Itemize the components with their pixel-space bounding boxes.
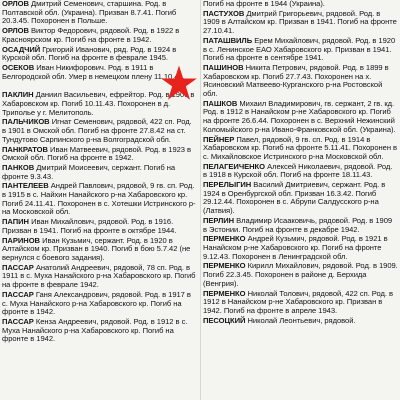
memorial-entry (2, 218, 197, 235)
column-divider (200, 0, 201, 400)
entry-text: Иван Матвеевич, рядовой. Род. в 1923 в Омской обл. Погиб на фронте в 1942. (2, 144, 192, 163)
memorial-entry (203, 290, 398, 316)
entry-surname: ПАССАР (2, 316, 34, 326)
entry-surname: ПЕРМЕНКО (203, 234, 246, 244)
entry-text: Анатолий Андреевич, рядовой, 78 сп. Род. в 1911 в с. Муха Нанайского р-на Хабаровского кр. Погиб на фронте в феврале 1942. (2, 262, 196, 290)
memorial-entry (2, 182, 197, 217)
entry-text: Иван Никифорович. Род. в 1911 в Белгородской обл. Умер в немецком плену 11.10.41. (2, 62, 185, 81)
memorial-entry (2, 27, 197, 44)
entry-text: Алексей Николаевич, рядовой. Род. в 1918 в Курской обл. Погиб на фронте 18.11.43. (203, 161, 393, 180)
memorial-entry (2, 291, 197, 317)
right-column (203, 0, 398, 400)
entry-text: Иван Михайлович, рядовой. Род. в 1916. Призван в 1941. Погиб на фронте в октябре 1944. (2, 217, 177, 235)
entry-surname: ПЕРМЕНКО (203, 261, 246, 271)
entry-text: Михаил Владимирович, гв. сержант, 2 гв. кд. Род. в 1912 в Нанайском р-не Хабаровского кр. Погиб на фронте 26.6.44. Похоронен в с. Верхний Нежинский Коломыйского р-на Ивано-Франковской обл. (Украина). (203, 98, 396, 134)
memorial-entry (2, 318, 197, 344)
entry-surname: ПАНКОВ (2, 162, 35, 172)
entry-surname: ОРЛОВ (2, 26, 29, 36)
entry-text: Николай Толович, рядовой, 422 сп. Род. в 1912 в Нанайском р-не Хабаровского кр. Призван в 1942. Погиб на фронте в апреле 1943. (203, 288, 393, 315)
entry-text: Кирилл Михайлович, рядовой. Род. в 1909. Погиб 22.3.45. Похоронен в районе д. Берхида (Венгрия). (203, 261, 398, 288)
memorial-entry (203, 10, 398, 36)
entry-surname: ПАЛЬЧИКОВ (2, 117, 50, 127)
entry-text: Кенза Андреевич, рядовой. Род. в 1912 в с. Муха Нанайского р-на Хабаровского кр. Погиб на фронте в 1942. (2, 316, 188, 344)
star-icon (160, 64, 198, 102)
entry-surname: ПАНТЕЛЕЕВ (2, 181, 49, 191)
star-shape (161, 66, 197, 100)
entry-text: Иван Кузьмич, сержант. Род. в 1920 в Алтайском кр. Призван в 1940. Погиб в бою 5.7.42 (не вернулся с боевого задания). (2, 235, 191, 262)
entry-text: Ерем Михайлович, рядовой. Род. в 1920 в с. Ленинское ЕАО Хабаровского кр. Призван в 1941. Погиб на фронте в сентябре 1941. (203, 35, 396, 63)
memorial-entry (2, 118, 197, 144)
memorial-entry (203, 235, 398, 261)
entry-text: Николай Леонтьевич, рядовой. (247, 315, 356, 325)
memorial-entry (203, 100, 398, 135)
entry-text: Дмитрий Моисеевич, сержант. Погиб на фронте 9.3.43. (2, 162, 176, 181)
memorial-entry (2, 46, 197, 63)
memorial-entry (203, 317, 398, 326)
memorial-entry (203, 64, 398, 99)
entry-surname: ПАШИНОВ (203, 62, 244, 72)
entry-text: Владимир Исааковичь, рядовой. Род. в 1909 в Эстонии. Погиб на фронте в декабре 1942. (203, 215, 393, 234)
entry-text: Андрей Кузьмич, рядовой. Род. в 1921 в Нанайском р-не Хабаровского кр. Погиб на фронте 9.12.43. Похоронен в Ленинградской обл. (203, 234, 388, 261)
memorial-entry (203, 37, 398, 63)
entry-surname: ПЕЛАГЕИЧЕНКО (203, 161, 265, 171)
memorial-entry (203, 136, 398, 162)
entry-surname: ОСАДЧИЙ (2, 44, 41, 54)
entry-surname: ПАКЛИН (2, 90, 34, 100)
entry-surname: ПАССАР (2, 289, 34, 299)
entry-surname: ПАССАР (2, 262, 34, 272)
memorial-entry (2, 146, 197, 163)
left-column (2, 0, 197, 400)
entry-surname: ПАРИНОВ (2, 235, 40, 245)
entry-text: Павел, рядовой, 9 гв. сп. Род. в 1914 в Хабаровском кр. Погиб на фронте 5.11.41. Похоронен в с. Михайловское Истринского р-на Московской обл. (203, 134, 398, 161)
memorial-entry (2, 264, 197, 290)
memorial-entry (203, 163, 398, 180)
memorial-entry (2, 237, 197, 263)
entry-surname: ПЕРЕЛЫГИН (203, 180, 252, 190)
memorial-entry (203, 262, 398, 288)
entry-text: Григорий Иванович, ряд. Род. в 1924 в Курской обл. Погиб на фронте в феврале 1945. (2, 44, 177, 63)
entry-surname: ПЕРЛИН (203, 215, 235, 225)
memorial-entry (2, 164, 197, 181)
entry-text: Андрей Павлович, рядовой, 9 гв. сп. Род. в 1915 в с. Найхин Нанайского р-на Хабаровского кр. Погиб 24.11.41. Похоронен в с. Хотешки Истринского р-на Московской обл. (2, 181, 196, 217)
memorial-entry (203, 217, 398, 234)
entry-text: Никита Петрович, рядовой. Род. в 1899 в Хабаровском кр. Погиб 27.7.43. Похоронен на х. Ясиновский Матвеево-Курганского р-на Ростовской обл. (203, 62, 389, 99)
entry-text: Дмитрий Семенович, старшина. Род. в Полтавской обл. (Украина). Призван 8.7.41. Погиб 20.3.45. Похоронен в Польше. (2, 0, 177, 26)
entry-text: Игнат Семенович, рядовой, 422 сп. Род. в 1901 в Омской обл. Погиб на фронте 27.8.42 на ст. Тундутово Сарпинского р-на Волгоградской обл. (2, 117, 192, 144)
entry-text: Дмитрий Григорьевич, рядовой. Род. в 1909 в Алтайском кр. Призван в 1941. Погиб на фронте 27.10.41. (203, 8, 397, 36)
entry-surname: ПЕРМЕНКО (203, 288, 246, 298)
entry-surname: ПАСТУХОВ (203, 8, 245, 18)
entry-surname: ПАТАШВИЛЬ (203, 35, 253, 45)
entry-text: Виктор Федорович, рядовой. Род. в 1922 в Красноярском кр. Погиб на фронте в 1942. (2, 26, 180, 44)
entry-surname: ПЕЙНЕР (203, 134, 235, 144)
memorial-entry (2, 0, 197, 26)
entry-text: Даниил Васильевич, ефрейтор. Род. в 1906 в Хабаровском кр. Погиб 10.11.43. Похоронен в д. Триполье у г. Мелитополь. (2, 90, 195, 117)
entry-surname: ПАНКРАТОВ (2, 144, 48, 154)
entry-text: Ганя Александрович, рядовой. Род. в 1917 в с. Муха Нанайского р-на Хабаровского кр. Погиб на фронте в 1942. (2, 289, 191, 317)
entry-surname: ПЕСОЦКИЙ (203, 315, 246, 325)
entry-surname: ПАПИН (2, 217, 29, 227)
memorial-entry (203, 181, 398, 216)
entry-surname: ОРЛОВ (2, 0, 29, 8)
entry-text: Василий Дмитриевич, сержант. Род. в 1924 в Оренбургской обл. Призван 16.3.42. Погиб 29.12.44. Похоронен в с. Абрупи Салдусского р-на (Латвия). (203, 180, 386, 216)
memorial-entry (203, 0, 398, 9)
entry-surname: ПАШКОВ (203, 98, 238, 108)
entry-text: Погиб на фронте в 1944 (Украина). (203, 0, 325, 8)
entry-surname: ОСЕКОВ (2, 62, 35, 72)
